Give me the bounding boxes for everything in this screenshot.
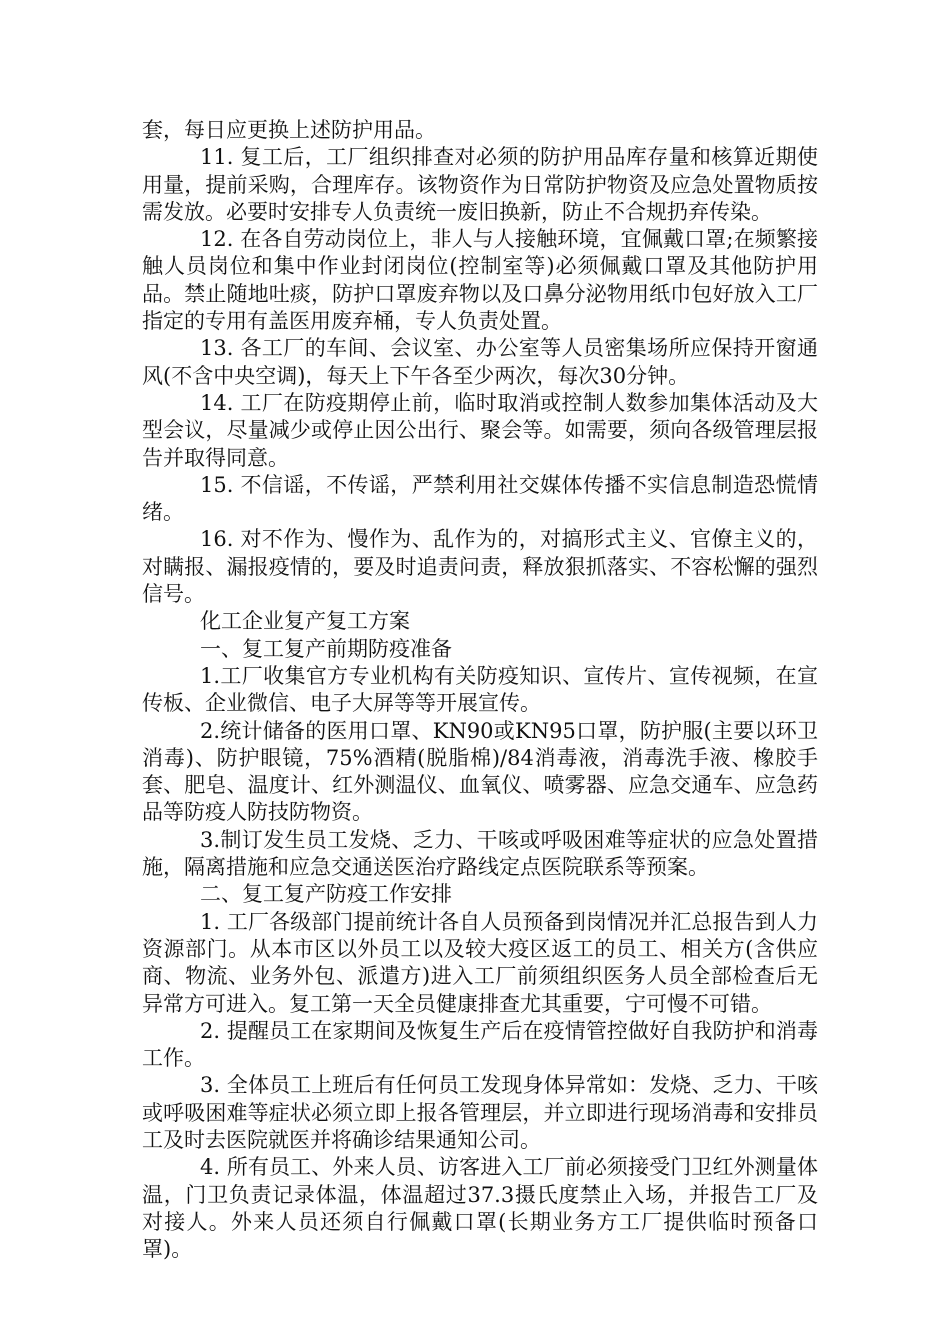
prep-item-2: 2.统计储备的医用口罩、KN90或KN95口罩，防护服(主要以环卫消毒)、防护眼镜，75%酒精(脱脂棉)/84消毒液，消毒洗手液、橡胶手套、肥皂、温度计、红外测温仪、血氧仪、喷雾器、应急交通车、应急药品等防疫人防技防物资。	[142, 718, 818, 825]
document-body	[142, 117, 818, 1263]
paragraph-item-11: 11. 复工后，工厂组织排查对必须的防护用品库存量和核算近期使用量，提前采购，合理库存。该物资作为日常防护物资及应急处置物质按需发放。必要时安排专人负责统一废旧换新，防止不合规扔弃传染。	[142, 145, 818, 224]
work-item-1: 1. 工厂各级部门提前统计各自人员预备到岗情况并汇总报告到人力资源部门。从本市区以外员工以及较大疫区返工的员工、相关方(含供应商、物流、业务外包、派遣方)进入工厂前须组织医务人员全部检查后无异常方可进入。复工第一天全员健康排查尤其重要，宁可慢不可错。	[142, 909, 818, 1016]
work-item-2: 2. 提醒员工在家期间及恢复生产后在疫情管控做好自我防护和消毒工作。	[142, 1018, 818, 1071]
section-heading-2: 二、复工复产防疫工作安排	[200, 882, 452, 907]
prep-item-3: 3.制订发生员工发烧、乏力、干咳或呼吸困难等症状的应急处置措施，隔离措施和应急交通送医治疗路线定点医院联系等预案。	[142, 827, 818, 880]
paragraph-item-12: 12. 在各自劳动岗位上，非人与人接触环境，宜佩戴口罩;在频繁接触人员岗位和集中作业封闭岗位(控制室等)必须佩戴口罩及其他防护用品。禁止随地吐痰，防护口罩废弃物以及口鼻分泌物用纸巾包好放入工厂指定的专用有盖医用废弃桶，专人负责处置。	[142, 227, 818, 334]
paragraph-item-14: 14. 工厂在防疫期停止前，临时取消或控制人数参加集体活动及大型会议，尽量减少或停止因公出行、聚会等。如需要，须向各级管理层报告并取得同意。	[142, 390, 818, 470]
section-heading-1: 一、复工复产前期防疫准备	[200, 636, 452, 661]
paragraph-item-15: 15. 不信谣，不传谣，严禁利用社交媒体传播不实信息制造恐慌情绪。	[142, 472, 818, 525]
section-title: 化工企业复产复工方案	[200, 609, 410, 634]
work-item-3: 3. 全体员工上班后有任何员工发现身体异常如：发烧、乏力、干咳或呼吸困难等症状必须立即上报各管理层，并立即进行现场消毒和安排员工及时去医院就医并将确诊结果通知公司。	[142, 1073, 818, 1152]
paragraph-item-16: 16. 对不作为、慢作为、乱作为的，对搞形式主义、官僚主义的，对瞒报、漏报疫情的，要及时追责问责，释放狠抓落实、不容松懈的强烈信号。	[142, 527, 818, 607]
paragraph-continuation: 套，每日应更换上述防护用品。	[142, 118, 436, 142]
work-item-4: 4. 所有员工、外来人员、访客进入工厂前必须接受门卫红外测量体温，门卫负责记录体温，体温超过37.3摄氏度禁止入场，并报告工厂及对接人。外来人员还须自行佩戴口罩(长期业务方工厂提供临时预备口罩)。	[142, 1155, 818, 1262]
prep-item-1: 1.工厂收集官方专业机构有关防疫知识、宣传片、宣传视频，在宣传板、企业微信、电子大屏等等开展宣传。	[142, 663, 818, 716]
paragraph-item-13: 13. 各工厂的车间、会议室、办公室等人员密集场所应保持开窗通风(不含中央空调)，每天上下午各至少两次，每次30分钟。	[142, 336, 818, 388]
